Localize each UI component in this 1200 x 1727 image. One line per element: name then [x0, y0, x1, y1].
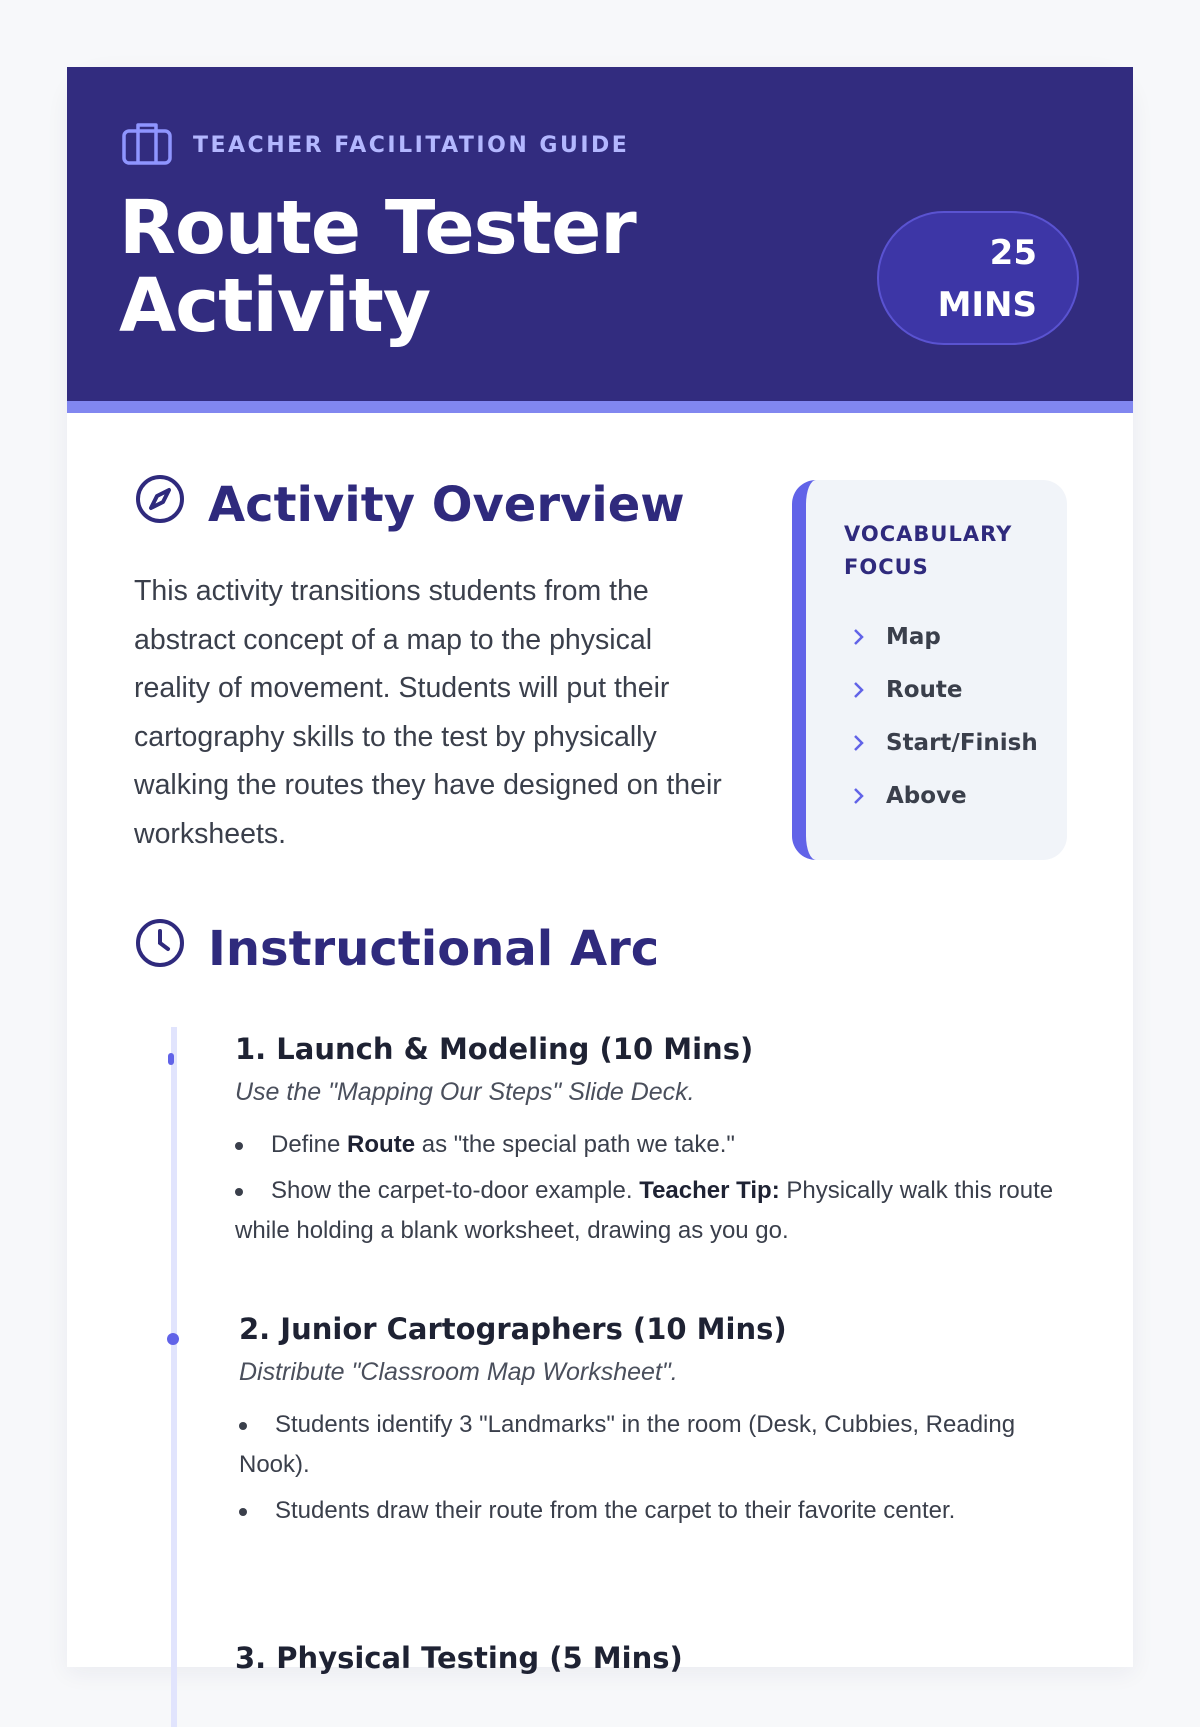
step-1: [235, 1029, 1085, 1257]
header-accent-bar: [67, 401, 1133, 413]
vocabulary-item-label: Map: [886, 623, 941, 650]
duration-unit: MINS: [937, 285, 1037, 325]
bullet-text: Physically walk this route while holding a blank worksheet, drawing as you go.: [235, 1177, 1054, 1244]
step-3-title: 3. Physical Testing (5 Mins): [235, 1641, 683, 1675]
overview-heading: [134, 473, 685, 537]
bullet-text: as "the special path we take.": [415, 1131, 735, 1158]
step-bullet: [235, 1125, 1085, 1165]
vocabulary-item: [844, 716, 1067, 769]
eyebrow: [121, 121, 629, 170]
clock-icon: [134, 917, 208, 981]
step-bullet: [235, 1171, 1085, 1251]
chevron-right-icon: [852, 627, 866, 647]
step-2: [239, 1309, 1089, 1537]
chevron-right-icon: [852, 786, 866, 806]
guide-header: [67, 67, 1133, 401]
bullet-text: Define: [271, 1131, 348, 1158]
duration-badge: [877, 211, 1079, 345]
bullet-bold: Route: [347, 1131, 416, 1158]
chevron-right-icon: [852, 680, 866, 700]
step-subtitle: Use the "Mapping Our Steps" Slide Deck.: [235, 1078, 695, 1106]
overview-heading-text: Activity Overview: [208, 477, 685, 533]
timeline-dot: [168, 1053, 174, 1065]
vocabulary-item: [844, 610, 1067, 663]
step-subtitle: Distribute "Classroom Map Worksheet".: [239, 1358, 678, 1386]
guide-card: [67, 67, 1133, 1675]
step-bullet: Students draw their route from the carpet to their favorite center.: [239, 1491, 1089, 1531]
step-title: 2. Junior Cartographers (10 Mins): [239, 1312, 787, 1346]
eyebrow-label: TEACHER FACILITATION GUIDE: [193, 133, 630, 158]
arc-heading-text: Instructional Arc: [208, 921, 660, 977]
step-title: 1. Launch & Modeling (10 Mins): [235, 1032, 754, 1066]
title-line-1: Route Tester: [119, 185, 636, 271]
bullet-bold: Teacher Tip:: [639, 1177, 780, 1204]
vocabulary-item-label: Route: [886, 676, 963, 703]
compass-icon: [134, 473, 208, 537]
step-bullet: Students identify 3 "Landmarks" in the room (Desk, Cubbies, Reading Nook).: [239, 1405, 1089, 1485]
vocabulary-title: VOCABULARY FOCUS: [844, 522, 1013, 579]
timeline-line: [171, 1027, 177, 1727]
page-title: [119, 185, 636, 349]
vocabulary-item: [844, 663, 1067, 716]
vocabulary-item-label: Start/Finish: [886, 729, 1038, 756]
chevron-right-icon: [852, 733, 866, 753]
vocabulary-list: [844, 610, 1067, 822]
timeline-dot: [167, 1333, 179, 1345]
briefcase-icon: [121, 121, 173, 170]
step-bullets: [239, 1405, 1089, 1531]
vocabulary-item: [844, 769, 1067, 822]
vocabulary-item-label: Above: [886, 782, 967, 809]
overview-body: This activity transitions students from the abstract concept of a map to the physical reality of movement. Students will put their cartography skills to the test by physically walking the routes they have designed on their worksheets.: [134, 575, 722, 850]
title-line-2: Activity: [119, 263, 431, 349]
vocabulary-panel: [792, 480, 1067, 860]
arc-heading: [134, 917, 659, 981]
bullet-text: Show the carpet-to-door example.: [271, 1177, 640, 1204]
duration-value: 25: [989, 233, 1037, 273]
step-bullets: [235, 1125, 1085, 1251]
